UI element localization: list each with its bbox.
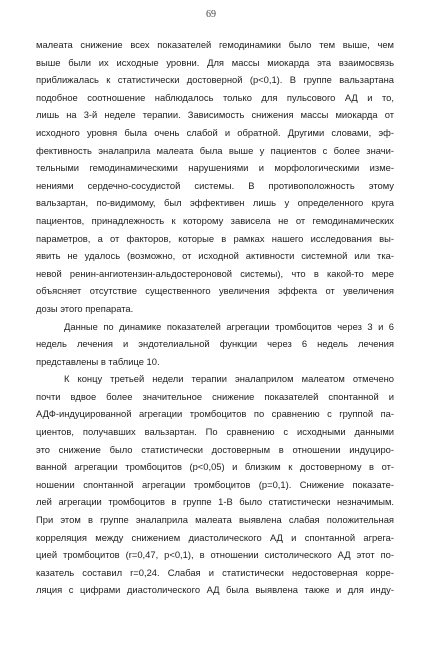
text-line: циентов, получавших вальзартан. По сравнению с исходными данными — [36, 426, 394, 438]
text-line: ванной агрегации тромбоцитов (p<0,05) и близким к достоверному в от- — [36, 461, 394, 473]
text-line: Данные по динамике показателей агрегации тромбоцитов через 3 и 6 — [64, 320, 394, 332]
text-line: пациентов, принадлежность к которому зависела не от гемодинамических — [36, 214, 394, 226]
text-line: почти вдвое более значительное снижение показателей спонтанной и — [36, 390, 394, 402]
text-line: исходного уровня была очень слабой и обратной. Другими словами, эф- — [36, 126, 394, 138]
text-line: лей агрегации тромбоцитов в группе 1-В было статистически незначимым. — [36, 496, 394, 508]
text-line: представлены в таблице 10. — [36, 355, 160, 367]
text-line: дозы этого препарата. — [36, 302, 134, 314]
text-line: нениями сердечно-сосудистой системы. В противоположность этому — [36, 179, 394, 191]
text-line: тельными гемодинамическими нарушениями и морфологическими изме- — [36, 162, 394, 174]
text-line: ношении спонтанной агрегации тромбоцитов (p=0,1). Снижение показате- — [36, 478, 394, 490]
text-line: это снижение было статистически достоверным в отношении индуциро- — [36, 443, 394, 455]
text-line: явить не удалось (возможно, от исходной активности системной или тка- — [36, 250, 394, 262]
text-line: корреляция между снижением диастолического АД и спонтанной агрега- — [36, 531, 394, 543]
text-line: АДФ-индуцированной агрегации тромбоцитов по сравнению с группой па- — [36, 408, 394, 420]
text-line: При этом в группе эналаприла малеата выявлена слабая положительная — [36, 514, 394, 526]
text-line: выше были их исходные уровни. Для массы миокарда эта взаимосвязь — [36, 56, 394, 68]
text-line: вальзартан, по-видимому, был эффективен лишь у определенного круга — [36, 197, 394, 209]
text-line: малеата снижение всех показателей гемодинамики было тем выше, чем — [36, 39, 394, 50]
text-line: объясняет отсутствие существенного увеличения эффекта от увеличения — [36, 285, 394, 297]
text-line: ляция с цифрами диастолического АД была выявлена также и для инду- — [36, 584, 394, 596]
text-line: недель лечения и эндотелиальной функции через 6 недель лечения — [36, 338, 394, 350]
text-line: фективность эналаприла малеата была выше у пациентов с более значи- — [36, 144, 394, 156]
body-text — [36, 36, 394, 599]
text-line: параметров, а от факторов, которые в рамках нашего исследования вы- — [36, 232, 394, 244]
paragraph — [36, 318, 394, 371]
text-line: приближалась к статистически достоверной (p<0,1). В группе вальзартана — [36, 74, 394, 86]
paragraph — [36, 36, 394, 318]
text-line: подобное соотношение наблюдалось только для пульсового АД и то, — [36, 91, 394, 103]
text-line: К концу третьей недели терапии эналаприлом малеатом отмечено — [64, 373, 394, 385]
text-line: казатель составил r=0,24. Слабая и статистически недостоверная корре- — [36, 566, 394, 578]
text-line: лишь на 3-й неделе терапии. Зависимость снижения массы миокарда от — [36, 109, 394, 121]
paragraph — [36, 370, 394, 599]
text-line: цией тромбоцитов (r=0,47, p<0,1), в отношении систолического АД этот по- — [36, 549, 394, 561]
page-number: 69 — [206, 9, 216, 20]
text-line: невой ренин-ангиотензин-альдостероновой системы), что в какой-то мере — [36, 267, 394, 279]
